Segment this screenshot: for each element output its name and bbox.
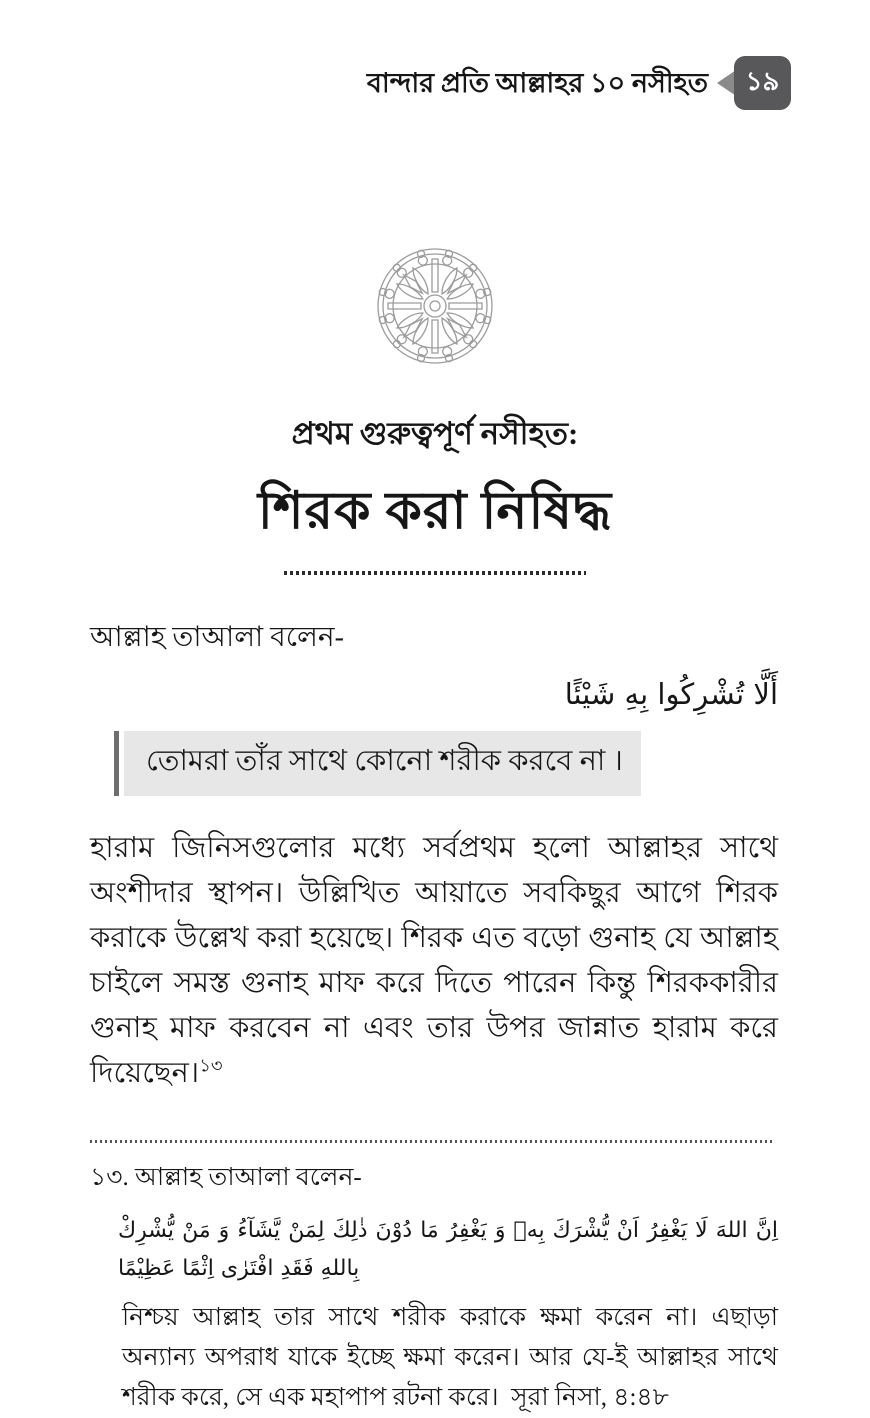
- footnote-reference: ১৩: [199, 1054, 223, 1075]
- page-number: ১৯: [734, 56, 791, 110]
- footnote-translation: [122, 1298, 778, 1418]
- body-paragraph-text: হারাম জিনিসগুলোর মধ্যে সর্বপ্রথম হলো আল্লাহর সাথে অংশীদার স্থাপন। উল্লিখিত আয়াতে সবকিছুর আগে শিরক করাকে উল্লেখ করা হয়েছে। শিরক এত বড়ো গুনাহ যে আল্লাহ চাইলে সমস্ত গুনাহ মাফ করে দিতে পারেন কিন্তু শিরককারীর গুনাহ মাফ করবেন না এবং তার উপর জান্নাত হারাম করে দিয়েছেন।: [90, 831, 778, 1089]
- section-subtitle: প্রথম গুরুত্বপূর্ণ নসীহত:: [291, 416, 579, 451]
- arabic-verse: أَلَّا تُشْرِكُوا بِهِ شَيْئًا: [564, 677, 778, 711]
- footnote-label: ১৩. আল্লাহ তাআলা বলেন-: [90, 1163, 362, 1191]
- quote-text: তোমরা তাঁর সাথে কোনো শরীক করবে না ।: [124, 731, 641, 796]
- footnote-translation-text: নিশ্চয় আল্লাহ তার সাথে শরীক করাকে ক্ষমা করেন না। এছাড়া অন্যান্য অপরাধ যাকে ইচ্ছে ক্ষমা করেন। আর যে-ই আল্লাহর সাথে শরীক করে, সে এক মহাপাপ রটনা করে।: [122, 1303, 778, 1411]
- footnote-arabic: اِنَّ اللهَ لَا يَغْفِرُ اَنْ يُّشْرَكَ بِهٖ وَ يَغْفِرُ مَا دُوْنَ ذٰلِكَ لِمَنْ يَّشَآءُ وَ مَنْ يُّشْرِكْ بِاللهِ فَقَدِ افْتَرٰى اِثْمًا عَظِيْمًا: [118, 1217, 778, 1281]
- footnote-divider: [90, 1140, 775, 1143]
- intro-line: আল্লাহ তাআলা বলেন-: [90, 622, 344, 653]
- running-chapter-title: বান্দার প্রতি আল্লাহর ১০ নসীহত: [366, 67, 708, 98]
- footnote-source: সূরা নিসা, ৪:৪৮: [511, 1383, 669, 1411]
- quote-bar-icon: [114, 731, 119, 796]
- page-number-badge: [717, 56, 791, 110]
- body-paragraph: [90, 826, 778, 1096]
- section-title: শিরক করা নিষিদ্ধ: [257, 483, 613, 540]
- page-header: [0, 0, 870, 110]
- rosette-ornament-icon: [369, 244, 501, 368]
- translation-quote: [114, 731, 623, 796]
- title-dotted-divider: [284, 571, 586, 575]
